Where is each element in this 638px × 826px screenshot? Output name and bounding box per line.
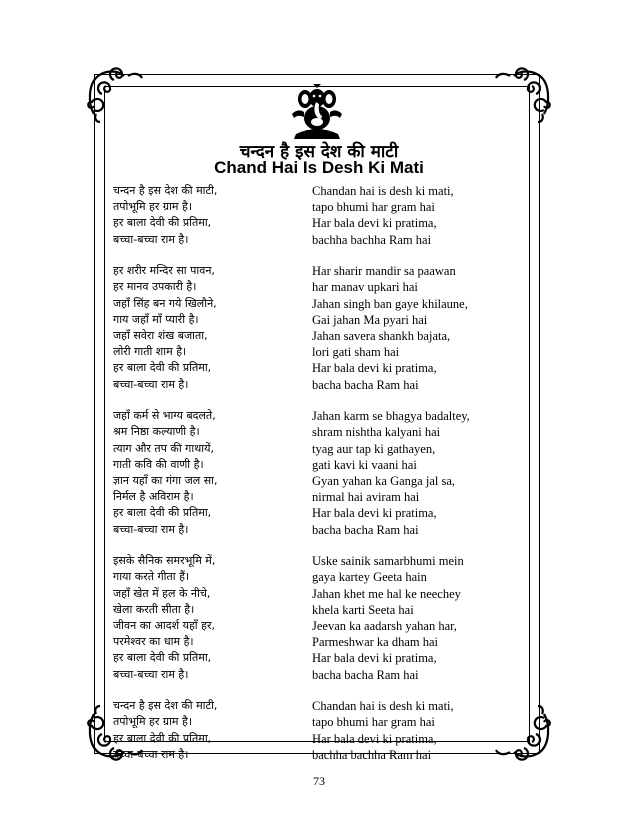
lyric-line-hindi: हर बाला देवी की प्रतिमा,	[113, 216, 212, 230]
lyric-line-hindi: खेला करती सीता है।	[113, 602, 195, 616]
lyric-line-english: bachha bachha Ram hai	[312, 232, 432, 247]
lyric-line-english: Chandan hai is desh ki mati,	[312, 184, 454, 198]
lyric-line-hindi: हर बाला देवी की प्रतिमा,	[113, 361, 212, 375]
lyric-line-hindi: गाती कवि की वाणी है।	[113, 457, 204, 471]
stanza-english	[312, 408, 512, 538]
lyric-line-hindi: तपोभूमि हर ग्राम है।	[113, 200, 192, 214]
lyric-line-english: Gai jahan Ma pyari hai	[312, 312, 428, 327]
lyric-line-english: Jahan singh ban gaye khilaune,	[312, 296, 468, 311]
lyrics-hindi-column	[113, 183, 298, 779]
lyric-line-hindi: जहाँ खेत में हल के नीचे,	[113, 586, 211, 600]
lyric-line-english: Chandan hai is desh ki mati,	[312, 699, 454, 714]
stanza-english	[312, 553, 512, 683]
lyric-line-hindi: बच्चा-बच्चा राम है।	[113, 747, 189, 761]
lyric-line-hindi: हर मानव उपकारी है।	[113, 280, 197, 294]
lyric-line-hindi: निर्मल है अविराम है।	[113, 490, 194, 504]
ganesha-icon	[286, 84, 348, 140]
lyric-line-english: khela karti Seeta hai	[312, 602, 414, 617]
lyric-line-hindi: गाय जहाँ माँ प्यारी है।	[113, 312, 199, 326]
lyric-line-english: Uske sainik samarbhumi mein	[312, 554, 464, 569]
lyric-line-english: Har bala devi ki pratima,	[312, 651, 437, 666]
lyric-line-english: bacha bacha Ram hai	[312, 522, 419, 537]
lyric-line-hindi: हर बाला देवी की प्रतिमा,	[113, 731, 212, 745]
lyric-line-hindi: गाया करते गीता हैं।	[113, 570, 190, 584]
lyric-line-hindi: जीवन का आदर्श यहाँ हर,	[113, 619, 215, 632]
lyric-line-english: Jahan karm se bhagya badaltey,	[312, 409, 470, 424]
lyric-line-hindi: तपोभूमि हर ग्राम है।	[113, 715, 192, 729]
title-hindi: चन्दन है इस देश की माटी	[239, 142, 399, 162]
lyric-line-hindi: जहाँ सिंह बन गये खिलौने,	[113, 296, 217, 310]
lyric-line-hindi: चन्दन है इस देश की माटी,	[113, 699, 218, 713]
lyric-line-english: tyag aur tap ki gathayen,	[312, 441, 436, 456]
lyric-line-english: Jeevan ka aadarsh yahan har,	[312, 619, 457, 633]
lyric-line-english: tapo bhumi har gram hai	[312, 715, 435, 730]
lyric-line-english: Har sharir mandir sa paawan	[312, 264, 456, 279]
lyric-line-hindi: बच्चा-बच्चा राम है।	[113, 522, 189, 536]
lyric-line-english: Har bala devi ki pratima,	[312, 361, 437, 376]
stanza-english	[312, 263, 512, 393]
stanza-hindi	[113, 698, 298, 763]
lyric-line-hindi: चन्दन है इस देश की माटी,	[113, 184, 218, 197]
lyric-line-english: Jahan savera shankh bajata,	[312, 329, 451, 343]
title-english: Chand Hai Is Desh Ki Mati	[214, 158, 424, 177]
lyric-line-hindi: इसके सैनिक समरभूमि में,	[113, 554, 216, 568]
lyric-line-hindi: बच्चा-बच्चा राम है।	[113, 667, 189, 681]
lyric-line-hindi: श्रम निष्ठा कल्याणी है।	[113, 425, 200, 439]
lyric-line-hindi: जहाँ कर्म से भाग्य बदलते,	[113, 409, 216, 423]
lyric-line-hindi: बच्चा-बच्चा राम है।	[113, 232, 189, 246]
stanza-hindi	[113, 183, 298, 248]
lyric-line-english: Har bala devi ki pratima,	[312, 216, 437, 231]
lyric-line-english: Gyan yahan ka Ganga jal sa,	[312, 474, 455, 488]
stanza-english	[312, 183, 512, 248]
corner-ornament-icon	[84, 64, 144, 124]
lyric-line-english: bachha bachha Ram hai	[312, 747, 432, 762]
lyric-line-hindi: हर बाला देवी की प्रतिमा,	[113, 651, 212, 665]
lyric-line-hindi: बच्चा-बच्चा राम है।	[113, 377, 189, 391]
lyric-line-english: shram nishtha kalyani hai	[312, 425, 441, 440]
lyric-line-english: har manav upkari hai	[312, 280, 418, 295]
page-number: 73	[313, 774, 325, 788]
stanza-hindi	[113, 553, 298, 683]
lyric-line-english: gaya kartey Geeta hain	[312, 570, 427, 585]
lyric-line-english: bacha bacha Ram hai	[312, 667, 419, 682]
stanza-english	[312, 698, 512, 763]
stanza-hindi	[113, 263, 298, 393]
lyric-line-english: gati kavi ki vaani hai	[312, 457, 417, 472]
lyric-line-english: bacha bacha Ram hai	[312, 377, 419, 392]
corner-ornament-icon	[494, 64, 554, 124]
lyric-line-english: nirmal hai aviram hai	[312, 490, 420, 505]
lyric-line-hindi: हर बाला देवी की प्रतिमा,	[113, 506, 212, 520]
lyric-line-hindi: परमेश्वर का धाम है।	[113, 635, 194, 649]
lyric-line-english: Har bala devi ki pratima,	[312, 506, 437, 521]
lyric-line-english: Parmeshwar ka dham hai	[312, 635, 439, 650]
lyric-line-english: Jahan khet me hal ke neechey	[312, 586, 461, 601]
lyrics-english-column	[312, 183, 512, 779]
lyric-line-hindi: ज्ञान यहाँ का गंगा जल सा,	[113, 474, 218, 487]
lyric-line-english: lori gati sham hai	[312, 345, 400, 360]
lyric-line-hindi: हर शरीर मन्दिर सा पावन,	[113, 264, 215, 278]
lyric-line-hindi: लोरी गाती शाम है।	[113, 345, 187, 359]
lyric-line-hindi: त्याग और तप की गाथायें,	[113, 441, 214, 455]
stanza-hindi	[113, 408, 298, 538]
lyric-line-hindi: जहाँ सवेरा शंख बजाता,	[113, 329, 208, 342]
lyric-line-english: tapo bhumi har gram hai	[312, 200, 435, 215]
lyric-line-english: Har bala devi ki pratima,	[312, 731, 437, 746]
